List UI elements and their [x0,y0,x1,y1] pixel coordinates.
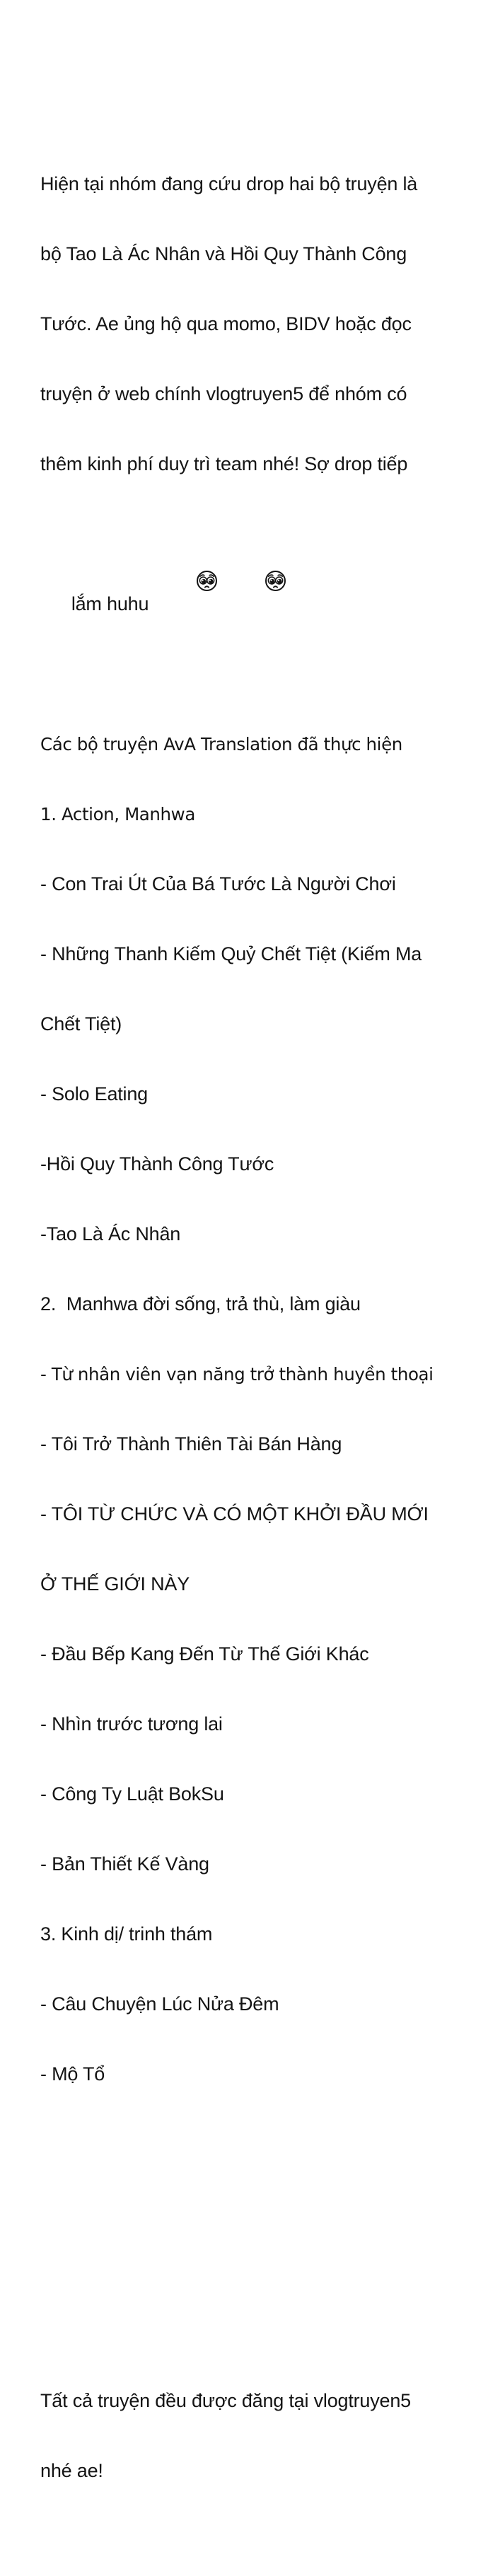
blank-line [40,2226,467,2249]
outro-line: Tất cả truyện đều được đăng tại vlogtruyen5 [40,2390,411,2411]
intro-line: bộ Tao Là Ác Nhân và Hồi Quy Thành Công [40,243,407,264]
catalog-line: -Hồi Quy Thành Công Tước [40,1153,274,1175]
catalog-line: - Con Trai Út Của Bá Tước Là Người Chơi [40,873,396,894]
intro-line: truyện ở web chính vlogtruyen5 để nhóm có [40,383,407,404]
catalog-line: - TÔI TỪ CHỨC VÀ CÓ MỘT KHỞI ĐẦU MỚI [40,1503,429,1525]
catalog-line: -Tao Là Ác Nhân [40,1223,181,1245]
catalog-line: - Công Ty Luật BokSu [40,1783,224,1805]
catalog-line: 3. Kinh dị/ trinh thám [40,1923,213,1945]
catalog-line: - Mộ Tổ [40,2063,105,2085]
intro-line: lắm huhu [71,593,149,614]
catalog-line: - Tôi Trở Thành Thiên Tài Bán Hàng [40,1433,342,1455]
outro-line: nhé ae! [40,2460,103,2481]
catalog-line: - Nhìn trước tương lai [40,1713,223,1735]
catalog-line: 1. Action, Manhwa [40,804,195,824]
catalog-line: - Đầu Bếp Kang Đến Từ Thế Giới Khác [40,1643,369,1665]
catalog-line: Chết Tiệt) [40,1013,122,1035]
pleading-face-icon [223,546,286,616]
catalog-line: Ở THẾ GIỚI NÀY [40,1573,190,1595]
catalog-line: - Solo Eating [40,1083,148,1105]
catalog-line: - Câu Chuyện Lúc Nửa Đêm [40,1993,279,2015]
catalog-line: - Những Thanh Kiếm Quỷ Chết Tiệt (Kiếm Ma [40,943,422,964]
catalog-section [40,686,467,2133]
catalog-line: 2. Manhwa đời sống, trả thù, làm giàu [40,1293,361,1315]
intro-paragraph [40,126,467,614]
catalog-line: - Bản Thiết Kế Vàng [40,1853,209,1875]
intro-line-with-emoji [40,523,467,614]
intro-line: Hiện tại nhóm đang cứu drop hai bộ truyện là [40,173,418,194]
intro-line: Tước. Ae ủng hộ qua momo, BIDV hoặc đọc [40,313,412,334]
catalog-heading: Các bộ truyện AvA Translation đã thực hiện [40,734,402,754]
outro-paragraph [40,2343,467,2529]
intro-line: thêm kinh phí duy trì team nhé! Sợ drop tiếp [40,453,408,474]
catalog-line: - Từ nhân viên vạn năng trở thành huyền thoại [40,1364,434,1385]
pleading-face-icon [154,546,217,616]
